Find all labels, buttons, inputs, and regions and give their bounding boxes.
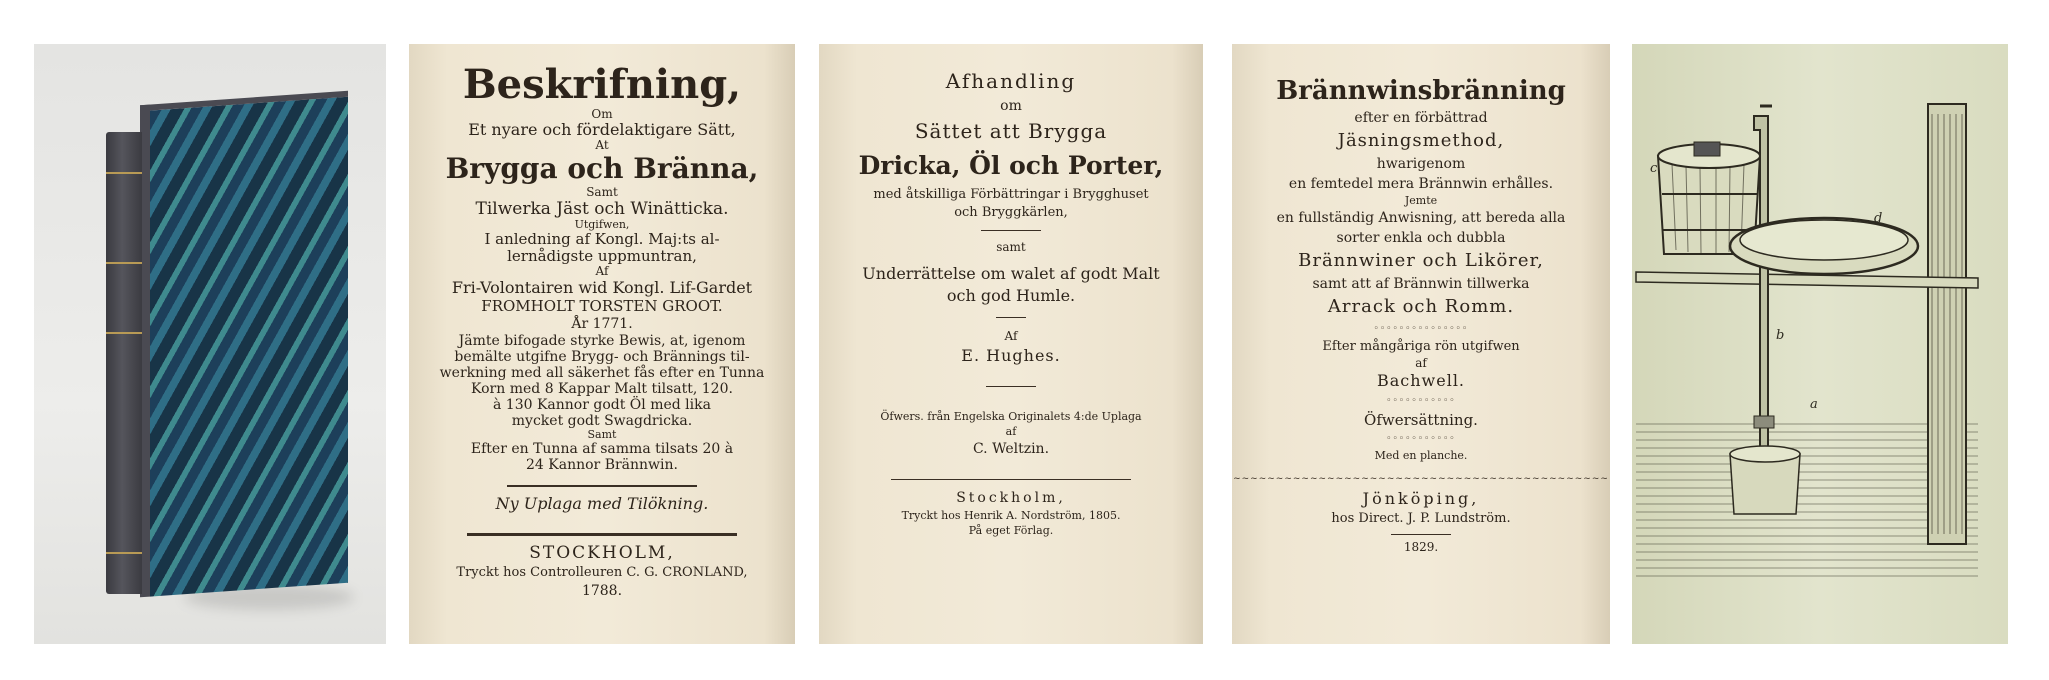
vessel-a <box>1730 454 1800 514</box>
engraved-plate <box>1632 44 2008 644</box>
year-line: År 1771. <box>571 316 633 332</box>
text-line: Efter en Tunna af samma tilsats 20 à <box>470 441 734 457</box>
text-line: en femtedel mera Brännwin erhålles. <box>1288 176 1554 192</box>
text-line: Sättet att Brygga <box>914 119 1108 143</box>
text-line: af <box>1415 356 1427 370</box>
text-line: med åtskilliga Förbättringar i Brygghuset <box>873 187 1149 202</box>
text-line: Jemte <box>1404 194 1438 207</box>
text-line: mycket godt Swagdricka. <box>511 413 693 429</box>
text-line: werkning med all säkerhet fås efter en Tunna <box>439 365 765 381</box>
text-line: Brännwiner och Likörer, <box>1298 250 1544 271</box>
text-line: Öfwers. från Engelska Originalets 4:de Uplaga <box>880 410 1142 423</box>
label-b: b <box>1776 328 1785 343</box>
text-line: Af <box>1004 329 1018 343</box>
text-line: Samt <box>587 428 617 441</box>
text-line: efter en förbättrad <box>1354 110 1488 126</box>
spine-band <box>106 262 142 264</box>
imprint-note: På eget Förlag. <box>968 524 1054 537</box>
water-hatching <box>1636 424 1978 576</box>
rule <box>1391 534 1451 535</box>
rule <box>507 485 697 487</box>
label-c: c <box>1650 161 1658 176</box>
text-line: hwarigenom <box>1376 156 1466 172</box>
title-page-beskrifning <box>409 44 795 644</box>
title-text-block <box>409 62 795 600</box>
text-line: Af <box>595 264 609 278</box>
rule <box>981 230 1041 231</box>
text-line: Underrättelse om walet af godt Malt <box>862 264 1160 283</box>
ornament-rule <box>467 533 737 536</box>
book-spine <box>106 132 142 594</box>
imprint-printer: hos Direct. J. P. Lundström. <box>1331 511 1511 526</box>
label-d: d <box>1874 211 1883 226</box>
imprint-year: 1829. <box>1403 540 1439 554</box>
text-line: Utgifwen, <box>574 218 630 231</box>
translator-name: C. Weltzin. <box>972 441 1050 457</box>
imprint-place: STOCKHOLM, <box>529 543 675 563</box>
imprint-year: 1788. <box>581 583 623 599</box>
rule <box>986 386 1036 387</box>
edition-note: Ny Uplaga med Tilökning. <box>495 494 709 513</box>
author-name: Bachwell. <box>1376 371 1466 390</box>
text-line: Öfwersättning. <box>1364 411 1478 429</box>
text-line: bemälte utgifne Brygg- och Brännings til- <box>454 349 750 365</box>
wall-post <box>1928 104 1966 544</box>
text-line: Afhandling <box>945 69 1077 93</box>
text-line: en fullständig Anwisning, att bereda alla <box>1276 210 1566 226</box>
text-line: sorter enkla och dubbla <box>1336 230 1506 246</box>
text-line: om <box>1000 98 1022 114</box>
author-name: FROMHOLT TORSTEN GROOT. <box>481 297 723 315</box>
text-line: lernådigste uppmuntran, <box>507 247 697 265</box>
text-line: af <box>1005 425 1017 438</box>
main-title: Beskrifning, <box>462 61 742 108</box>
title-text-block <box>1232 74 1610 555</box>
main-title: Dricka, Öl och Porter, <box>858 151 1164 180</box>
text-line: Med en planche. <box>1374 449 1468 462</box>
text-line: I anledning af Kongl. Maj:ts al- <box>484 230 720 248</box>
ornament-divider: ◦◦◦◦◦◦◦◦◦◦◦ <box>1386 396 1456 406</box>
title-page-afhandling <box>819 44 1203 644</box>
text-line: Jämte bifogade styrke Bewis, at, igenom <box>458 333 746 349</box>
title-text-block <box>819 66 1203 538</box>
text-line: Korn med 8 Kappar Malt tilsatt, 120. <box>471 381 733 397</box>
ornament-divider: ◦◦◦◦◦◦◦◦◦◦◦ <box>1386 434 1456 444</box>
imprint-printer: Tryckt hos Controlleuren C. G. CRONLAND, <box>456 565 748 580</box>
main-title: Brännwinsbränning <box>1276 76 1566 106</box>
text-line: Jäsningsmethod, <box>1337 130 1505 151</box>
label-a: a <box>1810 397 1818 412</box>
ornament-divider: ◦◦◦◦◦◦◦◦◦◦◦◦◦◦◦ <box>1373 324 1469 334</box>
text-line: och Bryggkärlen, <box>954 205 1068 220</box>
imprint-place: Jönköping, <box>1362 489 1480 508</box>
text-line: samt att af Brännwin tillwerka <box>1312 276 1530 292</box>
author-name: E. Hughes. <box>961 346 1061 365</box>
title-page-brannwinsbranning <box>1232 44 1610 644</box>
text-line: à 130 Kannor godt Öl med lika <box>493 397 711 413</box>
text-line: Tilwerka Jäst och Winätticka. <box>475 199 729 219</box>
text-line: Samt <box>586 185 618 199</box>
text-line: Om <box>591 107 613 121</box>
text-line: samt <box>996 240 1026 254</box>
spine-band <box>106 552 142 554</box>
plate-illustration <box>1632 44 2008 644</box>
spine-band <box>106 172 142 174</box>
text-line: och god Humle. <box>946 286 1076 305</box>
book-photo <box>34 44 386 644</box>
marbled-cover <box>140 91 348 598</box>
text-line: 24 Kannor Brännwin. <box>526 457 678 473</box>
rule <box>996 317 1026 318</box>
text-line: At <box>595 138 609 152</box>
ornament-rule: ~~~~~~~~~~~~~~~~~~~~~~~~~~~~~~~~~~~~~~~~~~~~ <box>1233 474 1609 484</box>
text-line: Arrack och Romm. <box>1327 296 1515 317</box>
text-line: Et nyare och fördelaktigare Sätt, <box>468 120 736 139</box>
imprint-place: Stockholm, <box>956 490 1066 506</box>
subtitle: Brygga och Bränna, <box>445 152 759 185</box>
imprint-printer: Tryckt hos Henrik A. Nordström, 1805. <box>901 509 1121 522</box>
text-line: Fri-Volontairen wid Kongl. Lif-Gardet <box>451 278 753 297</box>
spine-band <box>106 332 142 334</box>
rule <box>891 479 1131 480</box>
text-line: Efter mångåriga rön utgifwen <box>1322 339 1520 354</box>
